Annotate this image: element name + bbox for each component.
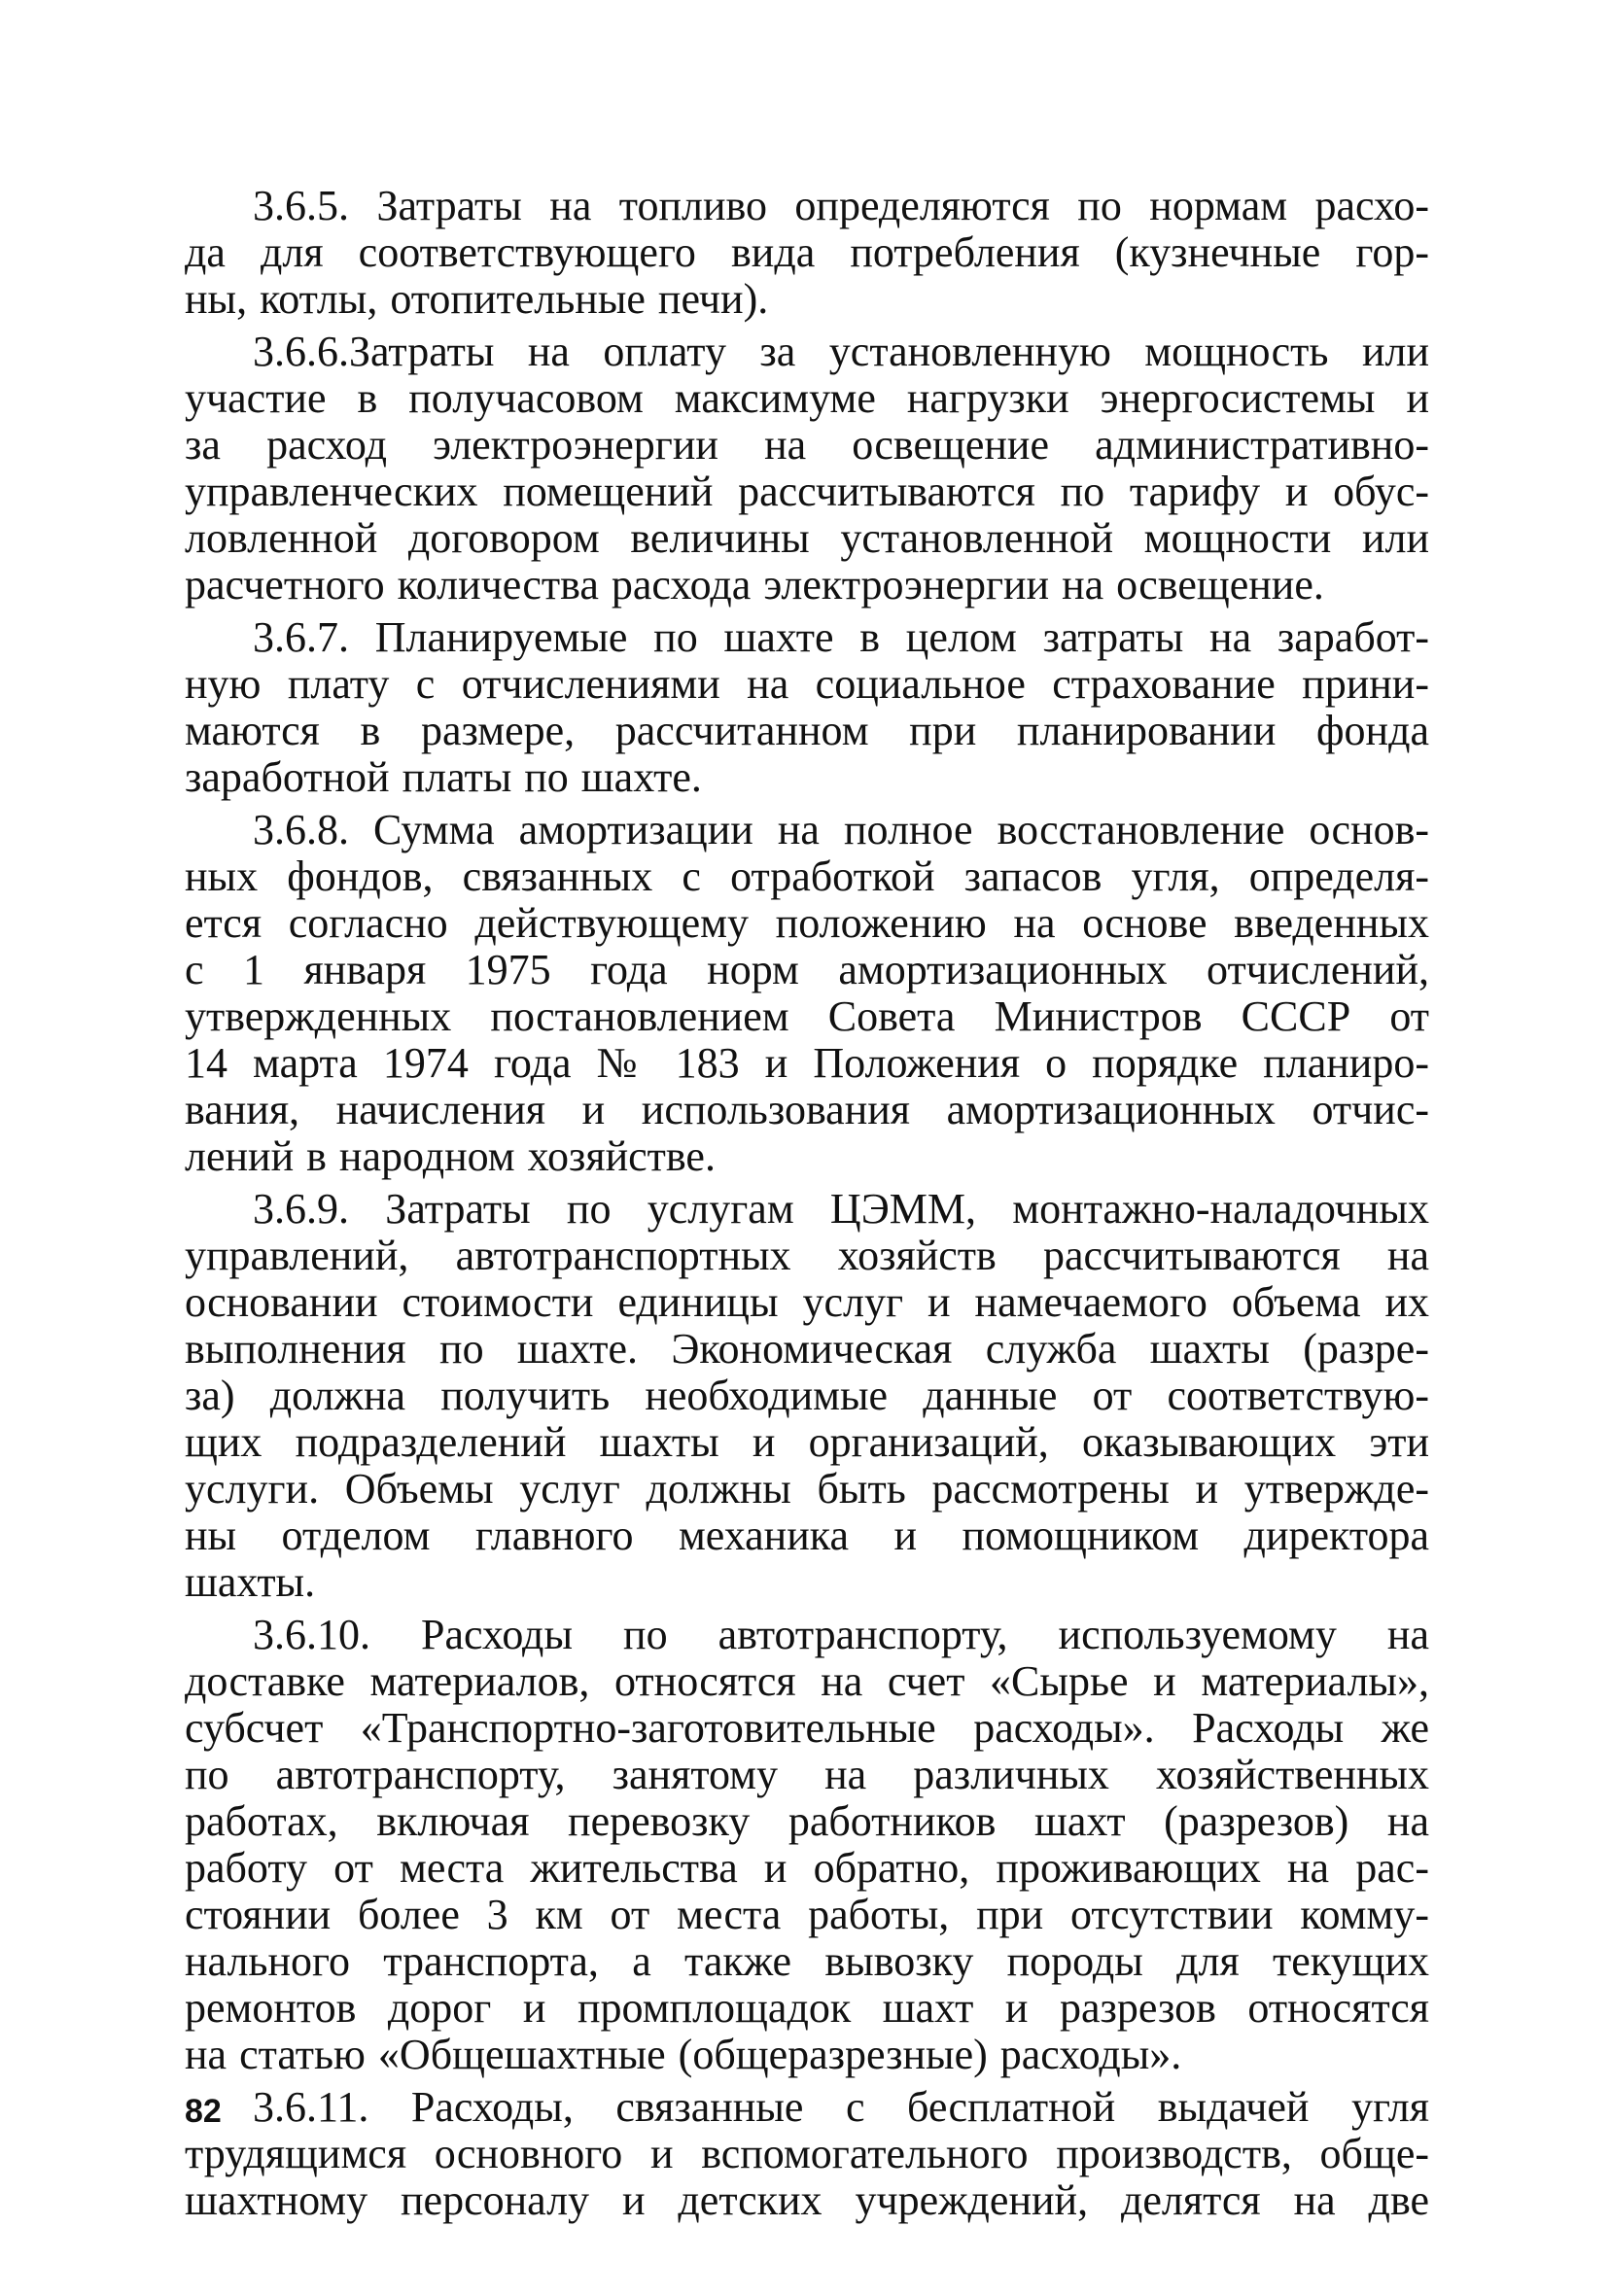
- text-line: да для соответствующего вида потребления (кузнечные гор-: [185, 228, 1429, 276]
- text-line: маются в размере, рассчитанном при планировании фонда: [185, 707, 1429, 754]
- text-line: с 1 января 1975 года норм амортизационных отчислений,: [185, 946, 1429, 993]
- text-line: работу от места жительства и обратно, проживающих на рас-: [185, 1844, 1429, 1892]
- text-line: 3.6.11. Расходы, связанные с бесплатной выдачей угля: [253, 2083, 1429, 2131]
- text-line: услуги. Объемы услуг должны быть рассмотрены и утвержде-: [185, 1465, 1429, 1513]
- text-line: ны, котлы, отопительные печи).: [185, 275, 769, 323]
- text-line: стоянии более 3 км от места работы, при отсутствии комму-: [185, 1891, 1429, 1938]
- text-line: ную плату с отчислениями на социальное страхование прини-: [185, 660, 1429, 708]
- text-line: шахты.: [185, 1558, 316, 1606]
- text-line: за расход электроэнергии на освещение административно-: [185, 421, 1429, 469]
- text-line: лений в народном хозяйстве.: [185, 1132, 716, 1180]
- text-line: управлений, автотранспортных хозяйств рассчитываются на: [185, 1232, 1429, 1279]
- text-line: за) должна получить необходимые данные от соответствую-: [185, 1372, 1429, 1419]
- paragraph-3-6-5: [185, 182, 1429, 323]
- text-line: работах, включая перевозку работников шахт (разрезов) на: [185, 1797, 1429, 1845]
- text-line: на статью «Общешахтные (общеразрезные) расходы».: [185, 2031, 1182, 2078]
- text-line: ется согласно действующему положению на основе введенных: [185, 899, 1429, 947]
- text-line: вания, начисления и использования амортизационных отчис-: [185, 1086, 1429, 1133]
- text-line: выполнения по шахте. Экономическая служба шахты (разре-: [185, 1325, 1429, 1373]
- paragraph-3-6-6: [185, 330, 1429, 607]
- text-line: 3.6.5. Затраты на топливо определяются по нормам расхо-: [253, 182, 1429, 229]
- text-line: 3.6.6.Затраты на оплату за установленную мощность или: [253, 328, 1429, 375]
- text-line: ловленной договором величины установленной мощности или: [185, 514, 1429, 562]
- document-page: [185, 182, 1429, 2232]
- text-line: доставке материалов, относятся на счет «Сырье и материалы»,: [185, 1657, 1429, 1705]
- paragraph-3-6-9: [185, 1185, 1429, 1606]
- text-line: нального транспорта, а также вывозку породы для текущих: [185, 1937, 1429, 1985]
- text-line: 3.6.10. Расходы по автотранспорту, используемому на: [253, 1611, 1429, 1658]
- text-line: щих подразделений шахты и организаций, оказывающих эти: [185, 1418, 1429, 1466]
- text-line: 14 марта 1974 года № 183 и Положения о порядке планиро-: [185, 1039, 1429, 1087]
- text-line: заработной платы по шахте.: [185, 753, 702, 801]
- text-line: ны отделом главного механика и помощником директора: [185, 1512, 1429, 1559]
- text-line: трудящимся основного и вспомогательного производств, обще-: [185, 2130, 1429, 2177]
- text-line: 3.6.7. Планируемые по шахте в целом затраты на заработ-: [253, 613, 1429, 661]
- paragraph-3-6-7: [185, 613, 1429, 801]
- text-line: шахтному персоналу и детских учреждений, делятся на две: [185, 2176, 1429, 2224]
- text-line: по автотранспорту, занятому на различных хозяйственных: [185, 1751, 1429, 1798]
- paragraph-3-6-10: [185, 1611, 1429, 2078]
- text-line: 3.6.8. Сумма амортизации на полное восстановление основ-: [253, 806, 1429, 853]
- text-line: утвержденных постановлением Совета Министров СССР от: [185, 992, 1429, 1040]
- paragraph-3-6-8: [185, 806, 1429, 1180]
- text-line: субсчет «Транспортно-заготовительные расходы». Расходы же: [185, 1704, 1429, 1752]
- text-line: ремонтов дорог и промплощадок шахт и разрезов относятся: [185, 1984, 1429, 2032]
- text-line: основании стоимости единицы услуг и намечаемого объема их: [185, 1278, 1429, 1326]
- text-line: участие в получасовом максимуме нагрузки энергосистемы и: [185, 374, 1429, 422]
- text-line: управленческих помещений рассчитываются по тарифу и обус-: [185, 468, 1429, 515]
- paragraph-3-6-11: [185, 2083, 1429, 2224]
- text-line: ных фондов, связанных с отработкой запасов угля, определя-: [185, 852, 1429, 900]
- page-number: 82: [185, 2093, 222, 2130]
- text-line: 3.6.9. Затраты по услугам ЦЭММ, монтажно-наладочных: [253, 1185, 1429, 1233]
- text-line: расчетного количества расхода электроэнергии на освещение.: [185, 561, 1324, 609]
